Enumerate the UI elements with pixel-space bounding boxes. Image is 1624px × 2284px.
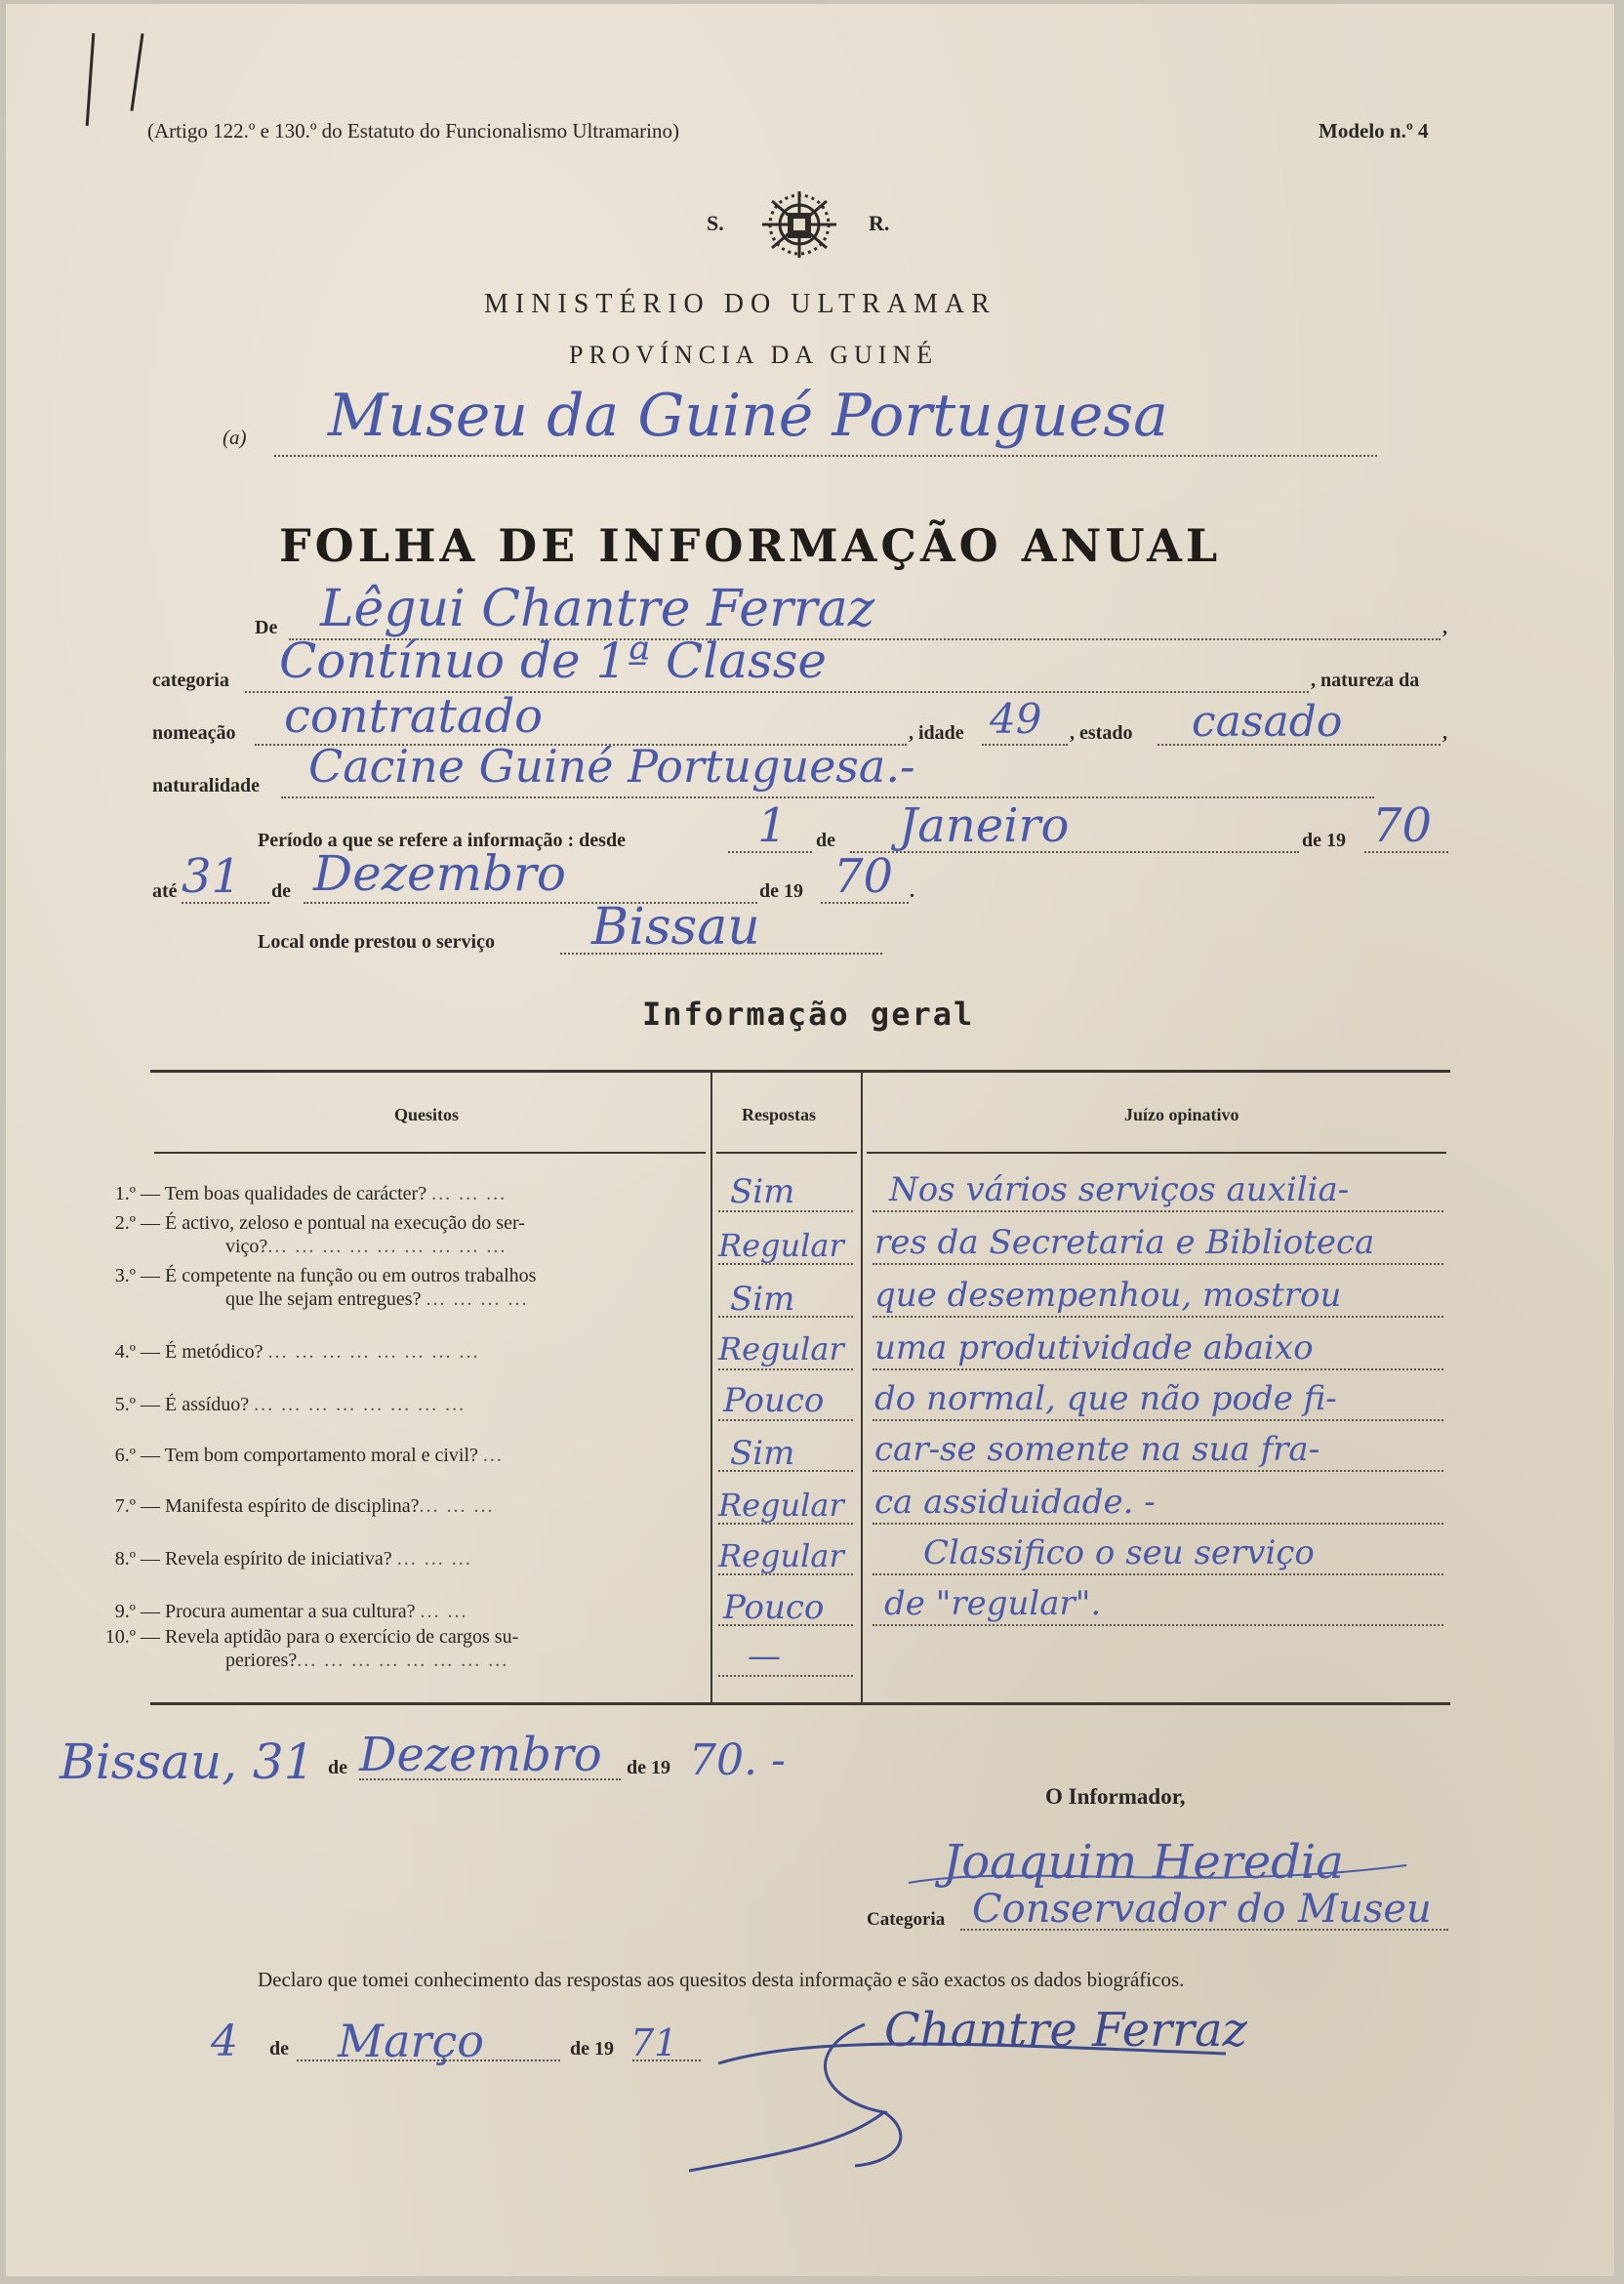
document-sheet (6, 4, 1614, 2276)
ate-year-label: de 19 (759, 880, 803, 902)
ministry-title: MINISTÉRIO DO ULTRAMAR (484, 289, 996, 319)
form-title: FOLHA DE INFORMAÇÃO ANUAL (279, 519, 1222, 572)
idade-handwritten: 49 (990, 695, 1042, 743)
ate-de-label: de (271, 880, 291, 902)
decl-year-handwritten: 71 (630, 2021, 678, 2064)
categoria-label: categoria (152, 670, 229, 691)
question-2-cont: viço?... ... ... ... ... ... ... ... ... (225, 1236, 508, 1257)
answer-1: Sim (730, 1172, 795, 1211)
decl-de-label: de (269, 2038, 289, 2060)
footer-year-handwritten: 70. - (689, 1735, 786, 1785)
marker-a: (a) (223, 426, 247, 449)
opinion-line-2 (873, 1263, 1443, 1265)
ate-label: até (152, 880, 178, 902)
naturalidade-handwritten: Cacine Guiné Portuguesa.- (308, 740, 915, 793)
periodo-label: Período a que se refere a informação : desde (258, 830, 626, 851)
answer-line-5 (718, 1419, 853, 1421)
col-quesitos-header: Quesitos (394, 1105, 460, 1124)
margin-mark (86, 33, 96, 126)
footer-month-handwritten: Dezembro (359, 1728, 602, 1782)
question-8: 8.º — Revela espírito de iniciativa? ... ... ... (114, 1548, 472, 1570)
answer-line-8 (718, 1573, 853, 1575)
decl-year-label: de 19 (570, 2038, 614, 2060)
answer-line-9 (718, 1624, 853, 1626)
desde-day-handwritten: 1 (757, 798, 788, 853)
naturalidade-label: naturalidade (152, 775, 261, 796)
answer-3: Sim (730, 1280, 795, 1319)
emblem-left-letter: S. (707, 211, 724, 235)
estado-handwritten: casado (1192, 697, 1343, 747)
opinion-text-1: Nos vários serviços auxilia- (889, 1170, 1350, 1209)
answer-line-3 (718, 1316, 853, 1318)
col-juizo-header: Juízo opinativo (1124, 1105, 1239, 1124)
footer-place-day: Bissau, 31 (60, 1733, 315, 1790)
opinion-line-6 (873, 1470, 1443, 1472)
opinion-line-4 (873, 1368, 1443, 1370)
table-bottom-rule (150, 1702, 1450, 1705)
question-7: 7.º — Manifesta espírito de disciplina?... ... ... (114, 1495, 495, 1517)
ate-year-handwritten: 70 (833, 849, 894, 904)
opinion-text-4: uma produtividade abaixo (874, 1328, 1314, 1367)
desde-de-label: de (816, 830, 835, 851)
question-4: 4.º — É metódico? ... ... ... ... ... ... ... ... (114, 1341, 480, 1363)
natureza-label: , natureza da (1311, 670, 1420, 691)
question-6: 6.º — Tem bom comportamento moral e civil? ... (114, 1445, 504, 1466)
answer-8: Regular (718, 1537, 844, 1574)
opinion-text-2: res da Secretaria e Biblioteca (874, 1223, 1375, 1262)
answer-line-1 (718, 1210, 853, 1212)
question-10-cont: periores?... ... ... ... ... ... ... ... (225, 1650, 509, 1671)
answer-6: Sim (730, 1434, 795, 1473)
question-5: 5.º — É assíduo? ... ... ... ... ... ... ... ... (114, 1394, 467, 1415)
naturalidade-line (281, 796, 1374, 798)
idade-line (982, 744, 1068, 746)
footer-de-label: de (328, 1757, 347, 1778)
informador-categoria-label: Categoria (867, 1909, 946, 1930)
nomeacao-label: nomeação (152, 722, 236, 744)
opinion-text-6: car-se somente na sua fra- (874, 1430, 1320, 1469)
answer-line-2 (718, 1263, 853, 1265)
ate-period: . (910, 880, 914, 902)
de-handwritten: Lêgui Chantre Ferraz (320, 580, 875, 638)
answer-line-4 (718, 1368, 853, 1370)
ate-month-handwritten: Dezembro (313, 845, 567, 902)
desde-year-handwritten: 70 (1372, 798, 1433, 853)
info-geral-heading: Informação geral (642, 996, 975, 1033)
ate-day-handwritten: 31 (182, 849, 242, 904)
model-number: Modelo n.º 4 (1319, 119, 1429, 143)
local-label: Local onde prestou o serviço (258, 931, 495, 953)
opinion-text-8: Classifico o seu serviço (923, 1533, 1315, 1572)
answer-line-10 (718, 1675, 853, 1677)
opinion-line-7 (873, 1523, 1443, 1525)
decl-day-handwritten: 4 (211, 2017, 238, 2066)
decl-month-handwritten: Março (338, 2015, 484, 2067)
declaration-text: Declaro que tomei conhecimento das respostas aos quesitos desta informação e são exactos os dados biográficos. (258, 1968, 1185, 1991)
opinion-text-7: ca assiduidade. - (874, 1483, 1156, 1522)
answer-7: Regular (718, 1487, 844, 1524)
categoria-handwritten: Contínuo de 1ª Classe (279, 632, 827, 689)
margin-mark (130, 33, 143, 111)
answer-4: Regular (718, 1330, 844, 1367)
question-3: 3.º — É competente na função ou em outros trabalhos (114, 1265, 537, 1286)
service-line (274, 455, 1377, 457)
desde-year-label: de 19 (1302, 830, 1346, 851)
estado-label: , estado (1070, 722, 1133, 744)
answer-2: Regular (718, 1227, 844, 1264)
table-top-rule (150, 1070, 1450, 1073)
col-respostas-header: Respostas (742, 1105, 817, 1124)
de-comma: , (1442, 617, 1447, 638)
question-10: 10.º — Revela aptidão para o exercício de cargos su- (104, 1626, 519, 1648)
answer-9: Pouco (723, 1588, 825, 1627)
header-underline-2 (716, 1152, 857, 1154)
idade-label: , idade (909, 722, 964, 744)
question-9: 9.º — Procura aumentar a sua cultura? ... ... (114, 1601, 468, 1622)
informador-label: O Informador, (1045, 1784, 1186, 1809)
answer-line-6 (718, 1470, 853, 1472)
opinion-line-9 (873, 1624, 1443, 1626)
employee-signature-flourish-icon (679, 1995, 1226, 2181)
opinion-line-8 (873, 1573, 1443, 1575)
de-label: De (255, 617, 278, 638)
header-underline-3 (867, 1152, 1446, 1154)
question-2: 2.º — É activo, zeloso e pontual na execução do ser- (114, 1212, 525, 1234)
opinion-text-9: de "regular". (884, 1584, 1102, 1623)
service-handwritten: Museu da Guiné Portuguesa (328, 382, 1168, 450)
employee-signature: Chantre Ferraz (884, 2003, 1247, 2058)
estado-comma: , (1442, 722, 1447, 744)
nomeacao-handwritten: contratado (284, 689, 544, 744)
question-1: 1.º — Tem boas qualidades de carácter? ... ... ... (114, 1183, 508, 1204)
opinion-text-5: do normal, que não pode fi- (874, 1379, 1337, 1418)
question-3-cont: que lhe sejam entregues? ... ... ... ... (225, 1288, 529, 1310)
desde-month-handwritten: Janeiro (899, 798, 1070, 853)
article-reference: (Artigo 122.º e 130.º do Estatuto do Funcionalismo Ultramarino) (147, 119, 679, 143)
table-divider-1 (710, 1073, 712, 1702)
local-handwritten: Bissau (591, 898, 760, 957)
answer-5: Pouco (723, 1381, 825, 1420)
coat-of-arms-icon (752, 185, 846, 262)
informador-categoria-handwritten: Conservador do Museu (972, 1887, 1432, 1932)
answer-10: — (748, 1637, 781, 1676)
header-underline-1 (154, 1152, 706, 1154)
opinion-line-1 (873, 1210, 1443, 1212)
table-divider-2 (861, 1073, 863, 1702)
opinion-text-3: que desempenhou, mostrou (874, 1276, 1342, 1315)
emblem-right-letter: R. (869, 211, 890, 235)
answer-line-7 (718, 1523, 853, 1525)
opinion-line-3 (873, 1316, 1443, 1318)
opinion-line-5 (873, 1419, 1443, 1421)
informador-signature: Joaquim Heredia (943, 1835, 1344, 1890)
province-title: PROVÍNCIA DA GUINÉ (569, 341, 939, 369)
footer-year-label: de 19 (627, 1757, 670, 1778)
